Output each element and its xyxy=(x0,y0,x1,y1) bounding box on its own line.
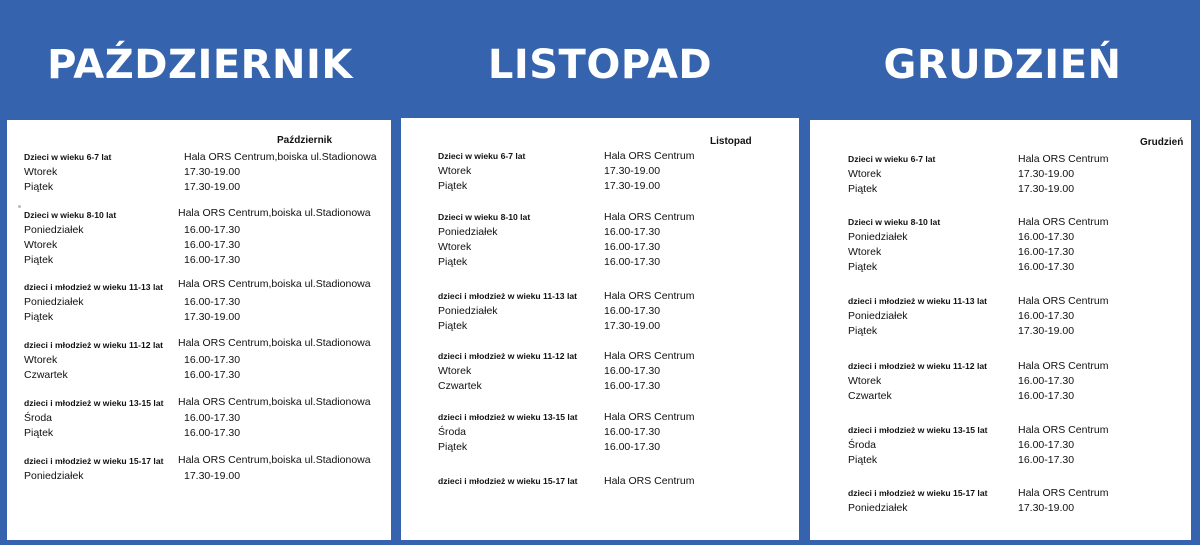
age-group-label: dzieci i młodzież w wieku 13-15 lat xyxy=(438,412,578,422)
age-group-header xyxy=(7,208,391,223)
weekday-label: Poniedziałek xyxy=(848,231,908,243)
age-group xyxy=(810,294,1191,339)
time-range: 17.30-19.00 xyxy=(184,166,241,178)
age-group-header xyxy=(7,150,391,165)
age-group xyxy=(401,210,799,270)
time-range: 16.00-17.30 xyxy=(184,412,241,424)
weekday-label: Środa xyxy=(438,426,467,438)
location-label: Hala ORS Centrum,boiska ul.Stadionowa xyxy=(184,151,377,163)
weekday-label: Piątek xyxy=(848,454,878,466)
schedule-row xyxy=(7,180,391,195)
age-group-header xyxy=(7,396,391,411)
schedule-row xyxy=(7,469,391,484)
schedule-row xyxy=(401,379,799,394)
age-group-label: dzieci i młodzież w wieku 11-12 lat xyxy=(438,351,577,361)
schedule-row xyxy=(401,364,799,379)
schedule-row xyxy=(7,411,391,426)
location-label: Hala ORS Centrum xyxy=(604,211,695,223)
location-label: Hala ORS Centrum,boiska ul.Stadionowa xyxy=(178,454,371,466)
time-range: 17.30-19.00 xyxy=(1018,502,1075,514)
weekday-label: Poniedziałek xyxy=(24,224,84,236)
age-group xyxy=(401,289,799,334)
time-range: 16.00-17.30 xyxy=(1018,439,1075,451)
age-group xyxy=(401,149,799,194)
time-range: 16.00-17.30 xyxy=(1018,310,1075,322)
schedule-row xyxy=(810,245,1191,260)
schedule-row xyxy=(810,182,1191,197)
age-group xyxy=(7,150,391,195)
location-label: Hala ORS Centrum xyxy=(604,475,695,487)
age-group xyxy=(401,410,799,455)
location-label: Hala ORS Centrum xyxy=(1018,216,1109,228)
age-group-header xyxy=(401,210,799,225)
weekday-label: Piątek xyxy=(24,311,54,323)
weekday-label: Czwartek xyxy=(848,390,892,402)
location-label: Hala ORS Centrum xyxy=(1018,487,1109,499)
time-range: 17.30-19.00 xyxy=(1018,325,1075,337)
age-group xyxy=(810,359,1191,404)
location-label: Hala ORS Centrum,boiska ul.Stadionowa xyxy=(178,396,371,408)
schedule-row xyxy=(401,240,799,255)
time-range: 16.00-17.30 xyxy=(604,426,661,438)
weekday-label: Czwartek xyxy=(24,369,68,381)
age-group xyxy=(7,280,391,325)
time-range: 16.00-17.30 xyxy=(604,441,661,453)
schedule-row xyxy=(7,310,391,325)
age-group-label: dzieci i młodzież w wieku 15-17 lat xyxy=(438,476,578,486)
weekday-label: Piątek xyxy=(438,441,468,453)
weekday-label: Piątek xyxy=(848,261,878,273)
schedule-row xyxy=(401,440,799,455)
location-label: Hala ORS Centrum xyxy=(604,150,695,162)
location-label: Hala ORS Centrum xyxy=(604,411,695,423)
time-range: 17.30-19.00 xyxy=(604,165,661,177)
age-group-header xyxy=(401,474,799,489)
age-group-label: dzieci i młodzież w wieku 11-12 lat xyxy=(24,340,163,350)
age-group xyxy=(401,349,799,394)
age-group-label: Dzieci w wieku 6-7 lat xyxy=(438,151,526,161)
age-group-label: dzieci i młodzież w wieku 11-13 lat xyxy=(848,296,987,306)
time-range: 16.00-17.30 xyxy=(184,254,241,266)
schedule-row xyxy=(810,389,1191,404)
weekday-label: Poniedziałek xyxy=(24,296,84,308)
time-range: 17.30-19.00 xyxy=(184,311,241,323)
location-label: Hala ORS Centrum,boiska ul.Stadionowa xyxy=(178,207,371,219)
age-group xyxy=(7,208,391,268)
schedule-row xyxy=(7,426,391,441)
weekday-label: Środa xyxy=(848,439,877,451)
age-group-label: Dzieci w wieku 8-10 lat xyxy=(848,217,941,227)
weekday-label: Poniedziałek xyxy=(24,470,84,482)
schedule-row xyxy=(401,425,799,440)
age-group xyxy=(810,152,1191,197)
age-group-header xyxy=(810,423,1191,438)
schedule-row xyxy=(810,309,1191,324)
age-group-header xyxy=(401,289,799,304)
location-label: Hala ORS Centrum,boiska ul.Stadionowa xyxy=(178,337,371,349)
time-range: 16.00-17.30 xyxy=(1018,454,1075,466)
schedule-row xyxy=(401,319,799,334)
weekday-label: Poniedziałek xyxy=(848,310,908,322)
age-group xyxy=(810,215,1191,275)
weekday-label: Wtorek xyxy=(848,168,882,180)
age-group xyxy=(401,474,799,489)
weekday-label: Wtorek xyxy=(438,241,472,253)
weekday-label: Piątek xyxy=(848,183,878,195)
schedule-sheet-october xyxy=(7,120,391,540)
weekday-label: Piątek xyxy=(24,254,54,266)
weekday-label: Poniedziałek xyxy=(438,305,498,317)
location-label: Hala ORS Centrum xyxy=(604,350,695,362)
location-label: Hala ORS Centrum xyxy=(1018,295,1109,307)
age-group-header xyxy=(810,486,1191,501)
time-range: 16.00-17.30 xyxy=(604,241,661,253)
schedule-row xyxy=(7,165,391,180)
sheet-title: Grudzień xyxy=(1140,137,1184,148)
month-title-october: PAŹDZIERNIK xyxy=(47,42,353,88)
weekday-label: Wtorek xyxy=(438,365,472,377)
age-group-label: dzieci i młodzież w wieku 15-17 lat xyxy=(848,488,988,498)
age-group-label: dzieci i młodzież w wieku 15-17 lat xyxy=(24,456,164,466)
age-group-header xyxy=(401,149,799,164)
schedule-row xyxy=(810,374,1191,389)
age-group xyxy=(7,454,391,484)
month-title-november: LISTOPAD xyxy=(487,42,713,88)
age-group-header xyxy=(401,349,799,364)
time-range: 16.00-17.30 xyxy=(1018,375,1075,387)
age-group-label: Dzieci w wieku 8-10 lat xyxy=(438,212,531,222)
schedule-row xyxy=(7,238,391,253)
schedule-row xyxy=(401,179,799,194)
schedule-row xyxy=(7,295,391,310)
schedule-row xyxy=(7,253,391,268)
weekday-label: Piątek xyxy=(848,325,878,337)
time-range: 17.30-19.00 xyxy=(1018,168,1075,180)
age-group xyxy=(7,396,391,441)
weekday-label: Wtorek xyxy=(438,165,472,177)
time-range: 17.30-19.00 xyxy=(184,470,241,482)
weekday-label: Poniedziałek xyxy=(438,226,498,238)
location-label: Hala ORS Centrum xyxy=(1018,153,1109,165)
age-group xyxy=(810,423,1191,468)
age-group-header xyxy=(810,294,1191,309)
schedule-row xyxy=(810,167,1191,182)
time-range: 16.00-17.30 xyxy=(184,224,241,236)
schedule-row xyxy=(401,225,799,240)
age-group-label: dzieci i młodzież w wieku 11-13 lat xyxy=(438,291,577,301)
age-group-header xyxy=(810,152,1191,167)
schedule-row xyxy=(810,438,1191,453)
weekday-label: Piątek xyxy=(438,320,468,332)
time-range: 16.00-17.30 xyxy=(604,305,661,317)
time-range: 17.30-19.00 xyxy=(184,181,241,193)
schedule-row xyxy=(7,353,391,368)
age-group-label: Dzieci w wieku 8-10 lat xyxy=(24,210,117,220)
weekday-label: Wtorek xyxy=(848,375,882,387)
time-range: 16.00-17.30 xyxy=(1018,246,1075,258)
time-range: 17.30-19.00 xyxy=(1018,183,1075,195)
age-group-label: Dzieci w wieku 6-7 lat xyxy=(848,154,936,164)
time-range: 16.00-17.30 xyxy=(1018,231,1075,243)
age-group-header xyxy=(810,359,1191,374)
age-group-header xyxy=(7,454,391,469)
age-group-header xyxy=(401,410,799,425)
time-range: 17.30-19.00 xyxy=(604,180,661,192)
schedule-row xyxy=(810,230,1191,245)
weekday-label: Piątek xyxy=(438,256,468,268)
location-label: Hala ORS Centrum xyxy=(604,290,695,302)
schedule-row xyxy=(401,304,799,319)
time-range: 16.00-17.30 xyxy=(184,354,241,366)
weekday-label: Piątek xyxy=(438,180,468,192)
schedule-row xyxy=(810,501,1191,516)
schedule-row xyxy=(810,324,1191,339)
schedule-row xyxy=(7,368,391,383)
sheet-title: Listopad xyxy=(710,136,752,147)
age-group-label: Dzieci w wieku 6-7 lat xyxy=(24,152,112,162)
weekday-label: Wtorek xyxy=(24,166,58,178)
month-title-december: GRUDZIEŃ xyxy=(883,42,1122,88)
weekday-label: Wtorek xyxy=(848,246,882,258)
time-range: 16.00-17.30 xyxy=(604,365,661,377)
schedule-sheet-november xyxy=(401,118,799,540)
age-group xyxy=(7,338,391,383)
sheet-title: Październik xyxy=(277,135,333,146)
age-group-header xyxy=(7,280,391,295)
age-group-header xyxy=(7,338,391,353)
time-range: 16.00-17.30 xyxy=(1018,261,1075,273)
time-range: 16.00-17.30 xyxy=(184,239,241,251)
age-group-label: dzieci i młodzież w wieku 13-15 lat xyxy=(24,398,164,408)
weekday-label: Piątek xyxy=(24,181,54,193)
weekday-label: Czwartek xyxy=(438,380,482,392)
weekday-label: Piątek xyxy=(24,427,54,439)
weekday-label: Wtorek xyxy=(24,239,58,251)
age-group-label: dzieci i młodzież w wieku 11-13 lat xyxy=(24,282,163,292)
weekday-label: Poniedziałek xyxy=(848,502,908,514)
age-group xyxy=(810,486,1191,516)
age-group-label: dzieci i młodzież w wieku 11-12 lat xyxy=(848,361,987,371)
schedule-sheet-december xyxy=(810,120,1191,540)
weekday-label: Środa xyxy=(24,412,53,424)
time-range: 16.00-17.30 xyxy=(604,256,661,268)
time-range: 16.00-17.30 xyxy=(604,380,661,392)
time-range: 16.00-17.30 xyxy=(184,296,241,308)
location-label: Hala ORS Centrum xyxy=(1018,360,1109,372)
schedule-row xyxy=(401,255,799,270)
schedule-row xyxy=(810,260,1191,275)
time-range: 17.30-19.00 xyxy=(604,320,661,332)
weekday-label: Wtorek xyxy=(24,354,58,366)
location-label: Hala ORS Centrum,boiska ul.Stadionowa xyxy=(178,278,371,290)
schedule-row xyxy=(401,164,799,179)
schedule-row xyxy=(7,223,391,238)
age-group-label: dzieci i młodzież w wieku 13-15 lat xyxy=(848,425,988,435)
schedule-row xyxy=(810,453,1191,468)
time-range: 16.00-17.30 xyxy=(1018,390,1075,402)
time-range: 16.00-17.30 xyxy=(184,427,241,439)
age-group-header xyxy=(810,215,1191,230)
time-range: 16.00-17.30 xyxy=(604,226,661,238)
location-label: Hala ORS Centrum xyxy=(1018,424,1109,436)
time-range: 16.00-17.30 xyxy=(184,369,241,381)
